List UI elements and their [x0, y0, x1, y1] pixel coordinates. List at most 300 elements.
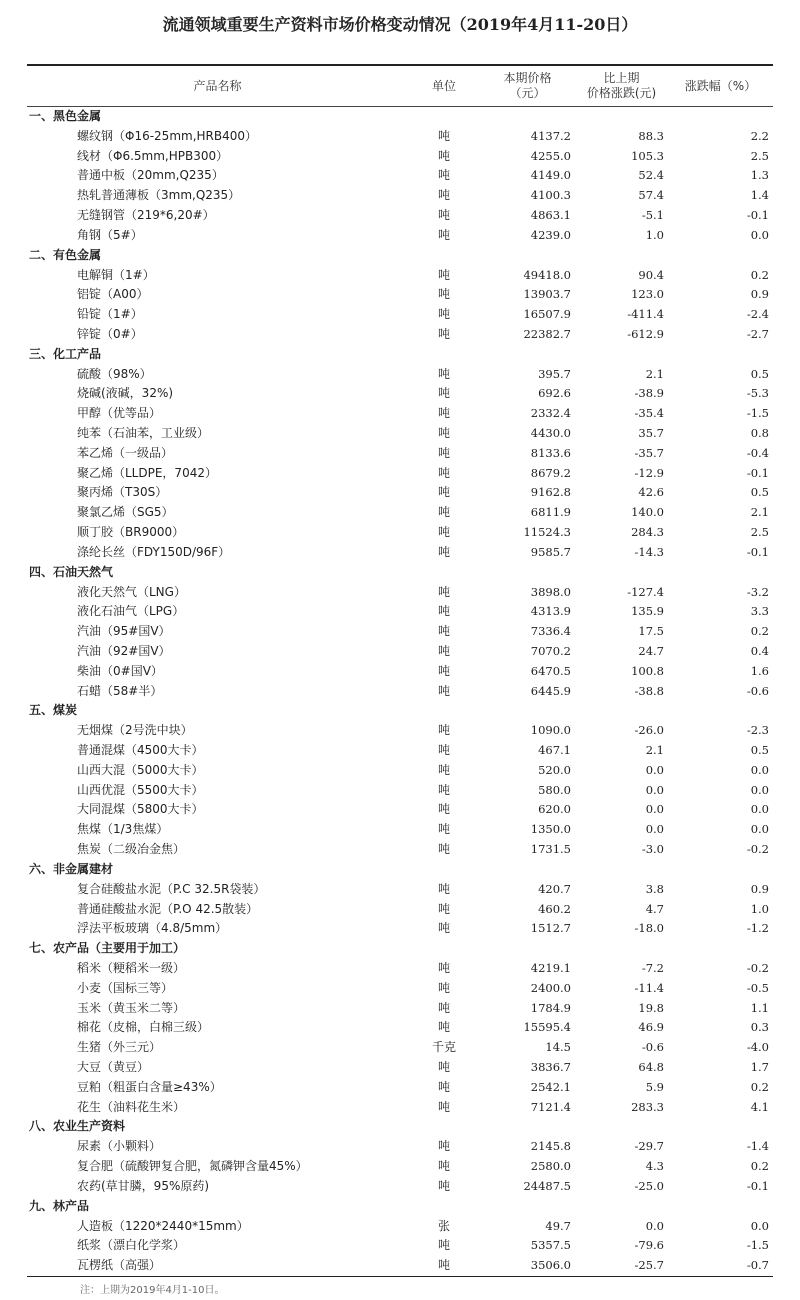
product-name: 无缝钢管（219*6,20#）	[77, 208, 215, 223]
product-unit: 吨	[437, 485, 450, 500]
product-price: 16507.9	[523, 307, 571, 322]
product-change: 5.9	[645, 1079, 664, 1094]
product-pct: -5.3	[746, 386, 769, 401]
product-name: 苯乙烯（一级品）	[77, 445, 174, 460]
product-pct: 0.5	[750, 366, 769, 381]
table-row	[27, 781, 773, 801]
table-row	[27, 1018, 773, 1038]
product-unit: 吨	[437, 386, 450, 401]
table-body	[27, 107, 773, 1277]
product-change: 52.4	[638, 168, 664, 183]
product-unit: 千克	[431, 1040, 456, 1055]
table-row	[27, 384, 773, 404]
product-unit: 吨	[437, 287, 450, 302]
product-unit: 吨	[437, 663, 450, 678]
table-row	[27, 226, 773, 246]
product-pct: -4.0	[746, 1040, 769, 1055]
product-pct: 1.7	[750, 1060, 769, 1074]
product-price: 2332.4	[530, 406, 571, 421]
category-row	[27, 246, 773, 266]
product-change: 24.7	[638, 643, 664, 658]
product-unit: 吨	[437, 643, 450, 658]
product-unit: 吨	[437, 426, 450, 440]
product-unit: 吨	[437, 624, 450, 639]
product-pct: 0.0	[750, 802, 769, 817]
table-row	[27, 305, 773, 325]
product-pct: 0.0	[750, 1218, 769, 1233]
product-price: 49.7	[545, 1218, 571, 1233]
product-change: 88.3	[638, 128, 664, 143]
product-name: 纸浆（漂白化学浆）	[77, 1238, 186, 1253]
product-change: -0.6	[641, 1040, 664, 1055]
product-pct: -0.1	[746, 208, 769, 223]
table-row	[27, 1217, 773, 1237]
product-price: 5357.5	[530, 1238, 571, 1253]
category-row	[27, 345, 773, 365]
product-unit: 吨	[437, 267, 450, 282]
product-price: 4239.0	[530, 227, 571, 242]
product-unit: 吨	[437, 723, 450, 738]
product-unit: 吨	[437, 307, 450, 322]
product-pct: 0.0	[750, 822, 769, 837]
product-change: -11.4	[634, 980, 664, 995]
product-change: -7.2	[641, 960, 664, 975]
product-name: 涤纶长丝（FDY150D/96F）	[77, 544, 231, 559]
product-unit: 吨	[437, 842, 450, 857]
product-unit: 吨	[437, 445, 450, 460]
table-row	[27, 820, 773, 840]
header-unit: 单位	[408, 65, 480, 107]
category-row	[27, 1197, 773, 1217]
product-price: 460.2	[538, 901, 571, 916]
product-price: 4149.0	[530, 168, 571, 183]
table-row	[27, 880, 773, 900]
product-name: 汽油（95#国V）	[77, 624, 171, 639]
product-pct: 0.3	[750, 1020, 769, 1035]
product-name: 山西大混（5000大卡）	[77, 762, 204, 777]
product-name: 纯苯（石油苯，工业级）	[77, 426, 210, 440]
product-price: 3898.0	[530, 584, 571, 599]
table-row	[27, 444, 773, 464]
product-price: 24487.5	[523, 1178, 571, 1193]
product-name: 无烟煤（2号洗中块）	[77, 723, 193, 738]
product-change: 284.3	[631, 525, 664, 540]
page-title: 流通领域重要生产资料市场价格变动情况（2019年4月11-20日）	[162, 15, 638, 34]
table-row	[27, 1137, 773, 1157]
product-change: -35.7	[634, 445, 664, 460]
product-name: 浮法平板玻璃（4.8/5mm）	[77, 921, 228, 936]
category-row	[27, 701, 773, 721]
category-label: 四、石油天然气	[29, 564, 114, 579]
product-pct: 0.0	[750, 782, 769, 797]
table-row	[27, 503, 773, 523]
product-pct: 0.4	[750, 643, 769, 658]
product-change: 3.8	[645, 881, 664, 896]
product-name: 瓦楞纸（高强）	[27, 1256, 408, 1276]
product-price: 3506.0	[480, 1256, 575, 1276]
product-price: 11524.3	[523, 525, 571, 540]
product-change: 2.1	[645, 743, 664, 757]
product-name: 聚丙烯（T30S）	[77, 485, 168, 500]
header-price-line1: 本期价格	[503, 71, 552, 85]
category-row	[27, 939, 773, 959]
table-row	[27, 483, 773, 503]
table-row	[27, 741, 773, 761]
product-unit: 吨	[437, 1099, 450, 1114]
product-price: 4863.1	[530, 208, 571, 223]
product-name: 大豆（黄豆）	[77, 1060, 150, 1074]
product-unit: 吨	[437, 1020, 450, 1035]
product-unit: 吨	[437, 148, 450, 163]
product-change: -612.9	[627, 326, 664, 341]
product-pct: 4.1	[750, 1099, 769, 1114]
product-price: 2580.0	[530, 1159, 571, 1174]
product-change: 0.0	[645, 822, 664, 837]
product-name: 大同混煤（5800大卡）	[77, 802, 204, 817]
product-pct: 2.2	[750, 128, 769, 143]
product-unit: 吨	[437, 406, 450, 421]
product-pct: -1.5	[746, 1238, 769, 1253]
table-row	[27, 266, 773, 286]
product-price: 7336.4	[530, 624, 571, 639]
product-change: 17.5	[638, 624, 664, 639]
table-row	[27, 761, 773, 781]
product-price: 4137.2	[530, 128, 571, 143]
product-change: -127.4	[627, 584, 664, 599]
product-name: 锌锭（0#）	[77, 326, 143, 341]
product-pct: -0.6	[746, 683, 769, 698]
product-pct: -0.4	[746, 445, 769, 460]
product-pct: -0.5	[746, 980, 769, 995]
product-name: 石蜡（58#半）	[77, 683, 163, 698]
product-name: 甲醇（优等品）	[77, 406, 162, 421]
product-change: 4.7	[645, 901, 664, 916]
product-name: 小麦（国标三等）	[77, 980, 174, 995]
product-name: 玉米（黄玉米二等）	[77, 1000, 186, 1015]
table-row	[27, 325, 773, 345]
product-price: 2145.8	[530, 1139, 571, 1154]
header-change-line1: 比上期	[603, 71, 640, 85]
header-name: 产品名称	[27, 65, 408, 107]
product-name: 柴油（0#国V）	[77, 663, 163, 678]
product-unit: 吨	[437, 505, 450, 520]
product-change: 0.0	[645, 782, 664, 797]
product-price: 467.1	[538, 743, 571, 757]
product-pct: 0.0	[750, 227, 769, 242]
product-change: -79.6	[634, 1238, 664, 1253]
product-name: 棉花（皮棉，白棉三级）	[77, 1020, 210, 1035]
product-change: -35.4	[634, 406, 664, 421]
table-row	[27, 682, 773, 702]
product-unit: 吨	[437, 525, 450, 540]
product-unit: 吨	[437, 1139, 450, 1154]
table-row	[27, 721, 773, 741]
product-price: 580.0	[538, 782, 571, 797]
table-row	[27, 662, 773, 682]
product-price: 620.0	[538, 802, 571, 817]
category-label: 二、有色金属	[29, 247, 102, 262]
product-unit: 吨	[437, 1060, 450, 1074]
product-name: 热轧普通薄板（3mm,Q235）	[77, 188, 241, 203]
table-row	[27, 206, 773, 226]
product-pct: 2.5	[750, 525, 769, 540]
table-row	[27, 642, 773, 662]
product-price: 4100.3	[530, 188, 571, 203]
product-price: 395.7	[538, 366, 571, 381]
product-unit: 吨	[437, 782, 450, 797]
product-name: 生猪（外三元）	[77, 1040, 162, 1055]
product-change: 135.9	[631, 604, 664, 619]
header-price	[480, 65, 575, 107]
product-unit: 吨	[437, 1159, 450, 1174]
product-pct: -1.4	[746, 1139, 769, 1154]
header-pct: 涨跌幅（%）	[668, 65, 773, 107]
product-change: 105.3	[631, 148, 664, 163]
product-price: 1731.5	[530, 842, 571, 857]
product-unit: 吨	[437, 128, 450, 143]
header-change-line2: 价格涨跌(元)	[586, 86, 657, 100]
product-price: 420.7	[538, 881, 571, 896]
table-row	[27, 1038, 773, 1058]
product-pct: -3.2	[746, 584, 769, 599]
product-change: 100.8	[631, 663, 664, 678]
table-row	[27, 147, 773, 167]
product-change: -38.9	[634, 386, 664, 401]
category-row	[27, 563, 773, 583]
product-price: 13903.7	[523, 287, 571, 302]
table-row	[27, 583, 773, 603]
product-change: 35.7	[638, 426, 664, 440]
table-row	[27, 186, 773, 206]
product-name: 复合硅酸盐水泥（P.C 32.5R袋装）	[77, 881, 266, 896]
product-unit: 吨	[437, 168, 450, 183]
product-unit: 吨	[437, 1079, 450, 1094]
product-name: 尿素（小颗料）	[77, 1139, 162, 1154]
table-row	[27, 800, 773, 820]
product-name: 液化石油气（LPG）	[77, 604, 185, 619]
product-unit: 吨	[437, 743, 450, 757]
product-pct: 2.1	[750, 505, 769, 520]
product-pct: 0.9	[750, 881, 769, 896]
product-price: 3836.7	[530, 1060, 571, 1074]
product-change: 1.0	[645, 227, 664, 242]
product-price: 15595.4	[523, 1020, 571, 1035]
product-pct: 0.2	[750, 624, 769, 639]
product-change: -411.4	[627, 307, 664, 322]
product-unit: 吨	[437, 544, 450, 559]
table-row	[27, 1157, 773, 1177]
product-unit: 张	[437, 1218, 450, 1233]
product-pct: -2.4	[746, 307, 769, 322]
product-change: 2.1	[645, 366, 664, 381]
product-price: 49418.0	[523, 267, 571, 282]
product-unit: 吨	[437, 1178, 450, 1193]
table-row	[27, 602, 773, 622]
product-price: 6811.9	[530, 505, 571, 520]
product-change: -26.0	[634, 723, 664, 738]
product-name: 聚氯乙烯（SG5）	[77, 505, 174, 520]
product-change: -18.0	[634, 921, 664, 936]
product-unit: 吨	[437, 604, 450, 619]
table-row	[27, 1098, 773, 1118]
product-change: 0.0	[645, 762, 664, 777]
product-pct: -1.5	[746, 406, 769, 421]
product-pct: 1.4	[750, 188, 769, 203]
product-name: 铅锭（1#）	[77, 307, 143, 322]
product-change: 140.0	[631, 505, 664, 520]
product-pct: 0.2	[750, 1079, 769, 1094]
table-row	[27, 1177, 773, 1197]
table-row	[27, 464, 773, 484]
product-change: 90.4	[638, 267, 664, 282]
product-name: 稻米（粳稻米一级）	[77, 960, 186, 975]
product-unit: 吨	[437, 208, 450, 223]
product-price: 6445.9	[530, 683, 571, 698]
product-name: 角钢（5#）	[77, 227, 143, 242]
product-price: 8133.6	[530, 445, 571, 460]
product-change: -25.0	[634, 1178, 664, 1193]
product-price: 22382.7	[523, 326, 571, 341]
product-name: 复合肥（硫酸钾复合肥，氮磷钾含量45%）	[77, 1159, 308, 1174]
product-name: 线材（Φ6.5mm,HPB300）	[77, 148, 229, 163]
product-change: -29.7	[634, 1139, 664, 1154]
product-unit: 吨	[437, 901, 450, 916]
product-name: 山西优混（5500大卡）	[77, 782, 204, 797]
category-label: 七、农产品（主要用于加工）	[29, 941, 186, 956]
table-header	[27, 65, 773, 107]
product-pct: -0.2	[746, 842, 769, 857]
table-row	[27, 127, 773, 147]
product-price: 4430.0	[530, 426, 571, 440]
product-name: 农药(草甘膦，95%原药)	[77, 1178, 210, 1193]
table-row	[27, 1256, 773, 1276]
category-label: 五、煤炭	[29, 703, 78, 718]
product-unit: 吨	[437, 366, 450, 381]
footnote: 注：上期为2019年4月1-10日。	[80, 1285, 225, 1296]
product-pct: 1.1	[750, 1000, 769, 1015]
product-pct: 0.8	[750, 426, 769, 440]
product-price: 4219.1	[530, 960, 571, 975]
product-change: 57.4	[638, 188, 664, 203]
product-unit: 吨	[437, 227, 450, 242]
product-name: 豆粕（粗蛋白含量≥43%）	[77, 1079, 222, 1094]
product-change: -12.9	[634, 465, 664, 480]
product-unit: 吨	[437, 921, 450, 936]
table-row	[27, 900, 773, 920]
product-pct: -2.7	[746, 326, 769, 341]
product-unit: 吨	[437, 960, 450, 975]
product-pct: -0.7	[668, 1256, 773, 1276]
product-pct: 1.6	[750, 663, 769, 678]
product-pct: -0.2	[746, 960, 769, 975]
category-label: 一、黑色金属	[29, 109, 102, 123]
table-row	[27, 424, 773, 444]
product-change: 46.9	[638, 1020, 664, 1035]
product-pct: -1.2	[746, 921, 769, 936]
product-name: 普通混煤（4500大卡）	[77, 743, 204, 757]
product-unit: 吨	[437, 802, 450, 817]
product-change: 4.3	[645, 1159, 664, 1174]
product-unit: 吨	[437, 1238, 450, 1253]
table-row	[27, 1058, 773, 1078]
table-row	[27, 979, 773, 999]
product-price: 9585.7	[530, 544, 571, 559]
product-pct: -0.1	[746, 465, 769, 480]
product-price: 4255.0	[530, 148, 571, 163]
product-pct: -2.3	[746, 723, 769, 738]
product-unit: 吨	[437, 822, 450, 837]
product-unit: 吨	[437, 881, 450, 896]
product-price: 4313.9	[530, 604, 571, 619]
product-name: 螺纹钢（Φ16-25mm,HRB400）	[77, 128, 258, 143]
product-price: 6470.5	[530, 663, 571, 678]
product-unit: 吨	[437, 188, 450, 203]
table-row	[27, 404, 773, 424]
product-pct: 0.5	[750, 485, 769, 500]
product-pct: 0.9	[750, 287, 769, 302]
product-unit: 吨	[437, 1000, 450, 1015]
product-pct: 3.3	[750, 604, 769, 619]
table-row	[27, 365, 773, 385]
product-pct: -0.1	[746, 1178, 769, 1193]
table-row	[27, 919, 773, 939]
table-row	[27, 285, 773, 305]
product-change: -5.1	[641, 208, 664, 223]
product-price: 1350.0	[530, 822, 571, 837]
product-name: 汽油（92#国V）	[77, 643, 171, 658]
product-price: 692.6	[538, 386, 571, 401]
product-pct: 0.5	[750, 743, 769, 757]
category-row	[27, 860, 773, 880]
product-change: 0.0	[645, 802, 664, 817]
product-name: 顺丁胶（BR9000）	[77, 525, 185, 540]
table-row	[27, 523, 773, 543]
product-name: 聚乙烯（LLDPE，7042）	[77, 465, 217, 480]
table-row	[27, 959, 773, 979]
product-unit: 吨	[437, 683, 450, 698]
price-table	[27, 64, 773, 1277]
category-row	[27, 1117, 773, 1137]
product-name: 人造板（1220*2440*15mm）	[77, 1218, 249, 1233]
product-change: 283.3	[631, 1099, 664, 1114]
product-unit: 吨	[437, 465, 450, 480]
table-row	[27, 622, 773, 642]
product-pct: 1.3	[750, 168, 769, 183]
table-row	[27, 840, 773, 860]
product-name: 硫酸（98%）	[77, 366, 152, 381]
product-change: -25.7	[575, 1256, 668, 1276]
product-pct: 2.5	[750, 148, 769, 163]
category-label: 九、林产品	[29, 1198, 90, 1213]
product-price: 14.5	[545, 1040, 571, 1055]
product-change: 123.0	[631, 287, 664, 302]
product-name: 焦煤（1/3焦煤）	[77, 822, 169, 837]
product-pct: -0.1	[746, 544, 769, 559]
category-row	[27, 107, 773, 127]
table-row	[27, 166, 773, 186]
product-change: -14.3	[634, 544, 664, 559]
category-label: 三、化工产品	[29, 346, 102, 361]
product-price: 9162.8	[530, 485, 571, 500]
product-name: 普通中板（20mm,Q235）	[77, 168, 224, 183]
product-name: 普通硅酸盐水泥（P.O 42.5散装）	[77, 901, 259, 916]
product-pct: 0.2	[750, 267, 769, 282]
product-name: 烧碱(液碱，32%)	[77, 386, 174, 401]
product-unit: 吨	[437, 584, 450, 599]
product-change: 42.6	[638, 485, 664, 500]
product-unit: 吨	[437, 326, 450, 341]
product-name: 花生（油料花生米）	[77, 1099, 186, 1114]
